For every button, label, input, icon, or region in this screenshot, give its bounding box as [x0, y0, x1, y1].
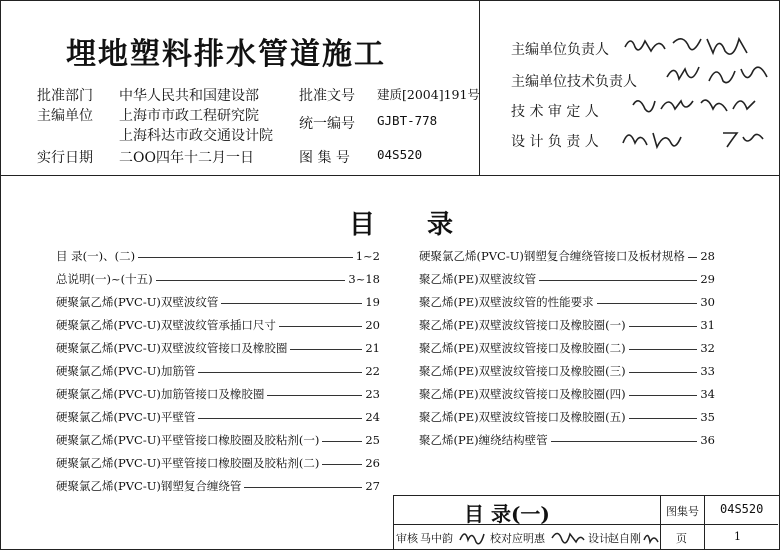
toc-entry-page: 34 [700, 387, 715, 401]
toc-entry [56, 340, 380, 356]
toc-entry-page: 25 [365, 433, 380, 447]
toc-entry-page: 29 [700, 272, 715, 286]
toc-heading-char-2: 录 [427, 210, 454, 240]
handwritten-signature [621, 29, 761, 57]
toc-entry [419, 248, 715, 264]
toc-entry-title: 聚乙烯(PE)双壁波纹管接口及橡胶圈(一) [419, 318, 626, 332]
toc-entry-page: 21 [365, 341, 380, 355]
toc-entry [56, 432, 380, 448]
toc-leader-line [629, 418, 698, 419]
toc-entry-title: 聚乙烯(PE)双壁波纹管 [419, 272, 537, 286]
toc-entry-page: 27 [365, 479, 380, 493]
toc-entry-title: 硬聚氯乙烯(PVC-U)双壁波纹管 [56, 295, 219, 309]
impl-date-label: 实行日期 [37, 150, 93, 166]
toc-leader-line [322, 464, 362, 465]
handwritten-signature [642, 526, 660, 546]
title-block [393, 495, 780, 550]
toc-entry-title: 硬聚氯乙烯(PVC-U)双壁波纹管接口及橡胶圈 [56, 341, 288, 355]
toc-leader-line [629, 395, 698, 396]
handwritten-signature [663, 61, 773, 89]
toc-entry-title: 硬聚氯乙烯(PVC-U)钢塑复合缠绕管 [56, 479, 242, 493]
toc-entry-page: 20 [365, 318, 380, 332]
toc-entry-title: 聚乙烯(PE)双壁波纹管的性能要求 [419, 295, 594, 309]
toc-entry-page: 28 [700, 249, 715, 263]
toc-entry [56, 271, 380, 287]
approval-no: 建质[2004]191号 [377, 87, 480, 102]
toc-entry-title: 聚乙烯(PE)双壁波纹管接口及橡胶圈(五) [419, 410, 626, 424]
tech-reviewer-label: 技 术 审 定 人 [511, 104, 599, 120]
tb-check-label: 校对 [490, 532, 512, 545]
toc-leader-line [156, 280, 346, 281]
toc-leader-line [629, 349, 698, 350]
toc-entry-page: 19 [365, 295, 380, 309]
toc-entry-title: 聚乙烯(PE)双壁波纹管接口及橡胶圈(三) [419, 364, 626, 378]
tb-atlas-no-label: 图集号 [666, 505, 699, 518]
toc-entry-page: 24 [365, 410, 380, 424]
toc-entry-title: 硬聚氯乙烯(PVC-U)钢塑复合缠绕管接口及板材规格 [419, 249, 685, 263]
unified-no-label: 统一编号 [299, 116, 355, 132]
toc-leader-line [244, 487, 362, 488]
editor-unit-1: 上海市市政工程研究院 [119, 108, 259, 124]
toc-entry [56, 317, 380, 333]
tb-atlas-no: 04S520 [720, 502, 764, 516]
toc-entry [56, 386, 380, 402]
unified-no: GJBT-778 [377, 113, 438, 128]
toc-leader-line [198, 418, 362, 419]
handwritten-signature [619, 123, 769, 151]
toc-entry [419, 340, 715, 356]
toc-leader-line [198, 372, 362, 373]
toc-leader-line [629, 372, 698, 373]
design-head-label: 设 计 负 责 人 [511, 134, 599, 150]
toc-entry [419, 271, 715, 287]
toc-entry-page: 1~2 [355, 249, 380, 263]
toc-leader-line [322, 441, 362, 442]
handwritten-signature [458, 526, 486, 546]
toc-leader-line [290, 349, 362, 350]
toc-entry-title: 聚乙烯(PE)双壁波纹管接口及橡胶圈(二) [419, 341, 626, 355]
handwritten-signature [550, 526, 586, 546]
tb-check-name: 应明惠 [512, 532, 545, 545]
toc-entry [56, 248, 380, 264]
tb-page-label: 页 [676, 532, 687, 545]
toc-entry-title: 硬聚氯乙烯(PVC-U)平壁管接口橡胶圈及胶粘剂(二) [56, 456, 320, 470]
toc-entry-title: 硬聚氯乙烯(PVC-U)平壁管 [56, 410, 196, 424]
toc-leader-line [221, 303, 362, 304]
sheet-title: 目 录(一) [464, 502, 550, 526]
approval-dept-label: 批准部门 [37, 88, 93, 104]
toc-leader-line [267, 395, 362, 396]
tb-design-name: 赵自刚 [608, 532, 641, 545]
toc-leader-line [629, 326, 698, 327]
toc-entry-page: 22 [365, 364, 380, 378]
toc-entry [419, 432, 715, 448]
impl-date: 二OO四年十二月一日 [119, 150, 254, 166]
editor-unit-2: 上海科达市政交通设计院 [119, 128, 273, 144]
tb-review-label: 审核 [396, 532, 418, 545]
handwritten-signature [629, 91, 769, 119]
toc-leader-line [688, 257, 697, 258]
toc-leader-line [597, 303, 698, 304]
toc-leader-line [138, 257, 353, 258]
toc-entry-page: 30 [700, 295, 715, 309]
toc-entry [419, 409, 715, 425]
toc-entry [419, 363, 715, 379]
header-block [1, 1, 779, 176]
chief-unit-head-label: 主编单位负责人 [511, 42, 609, 58]
toc-entry-title: 总说明(一)~(十五) [56, 272, 153, 286]
approval-dept: 中华人民共和国建设部 [119, 88, 259, 104]
header-info [1, 1, 480, 175]
toc-entry-page: 3~18 [348, 272, 380, 286]
toc-leader-line [551, 441, 698, 442]
toc-entry-title: 聚乙烯(PE)双壁波纹管接口及橡胶圈(四) [419, 387, 626, 401]
toc-entry-page: 35 [700, 410, 715, 424]
toc-leader-line [279, 326, 362, 327]
toc-entry-page: 26 [365, 456, 380, 470]
toc-entry-page: 31 [700, 318, 715, 332]
chief-unit-tech-head-label: 主编单位技术负责人 [511, 74, 637, 90]
tb-review-name: 马中韵 [420, 532, 453, 545]
toc-entry [419, 294, 715, 310]
toc-entry-title: 目 录(一)、(二) [56, 249, 136, 263]
toc-entry-title: 硬聚氯乙烯(PVC-U)加筋管接口及橡胶圈 [56, 387, 265, 401]
toc-entry-page: 23 [365, 387, 380, 401]
toc-heading-char-1: 目 [349, 210, 376, 240]
editor-unit-label: 主编单位 [37, 108, 93, 124]
toc-entry [56, 455, 380, 471]
atlas-no-label: 图 集 号 [299, 150, 350, 166]
toc-entry-title: 硬聚氯乙烯(PVC-U)双壁波纹管承插口尺寸 [56, 318, 276, 332]
toc-entry-title: 硬聚氯乙烯(PVC-U)加筋管 [56, 364, 196, 378]
atlas-no: 04S520 [377, 147, 423, 162]
toc-entry [419, 317, 715, 333]
toc-entry-title: 硬聚氯乙烯(PVC-U)平壁管接口橡胶圈及胶粘剂(一) [56, 433, 320, 447]
tb-design-label: 设计 [588, 532, 610, 545]
toc-entry [56, 409, 380, 425]
approval-no-label: 批准文号 [299, 88, 355, 104]
toc-entry-title: 聚乙烯(PE)缠绕结构壁管 [419, 433, 548, 447]
toc-entry [56, 478, 380, 494]
document-title: 埋地塑料排水管道施工 [66, 37, 386, 72]
tb-page-no: 1 [734, 530, 741, 543]
toc-entry [56, 363, 380, 379]
toc-entry-page: 32 [700, 341, 715, 355]
toc-entry [56, 294, 380, 310]
toc-entry [419, 386, 715, 402]
toc-entry-page: 36 [700, 433, 715, 447]
toc-entry-page: 33 [700, 364, 715, 378]
toc-leader-line [539, 280, 697, 281]
